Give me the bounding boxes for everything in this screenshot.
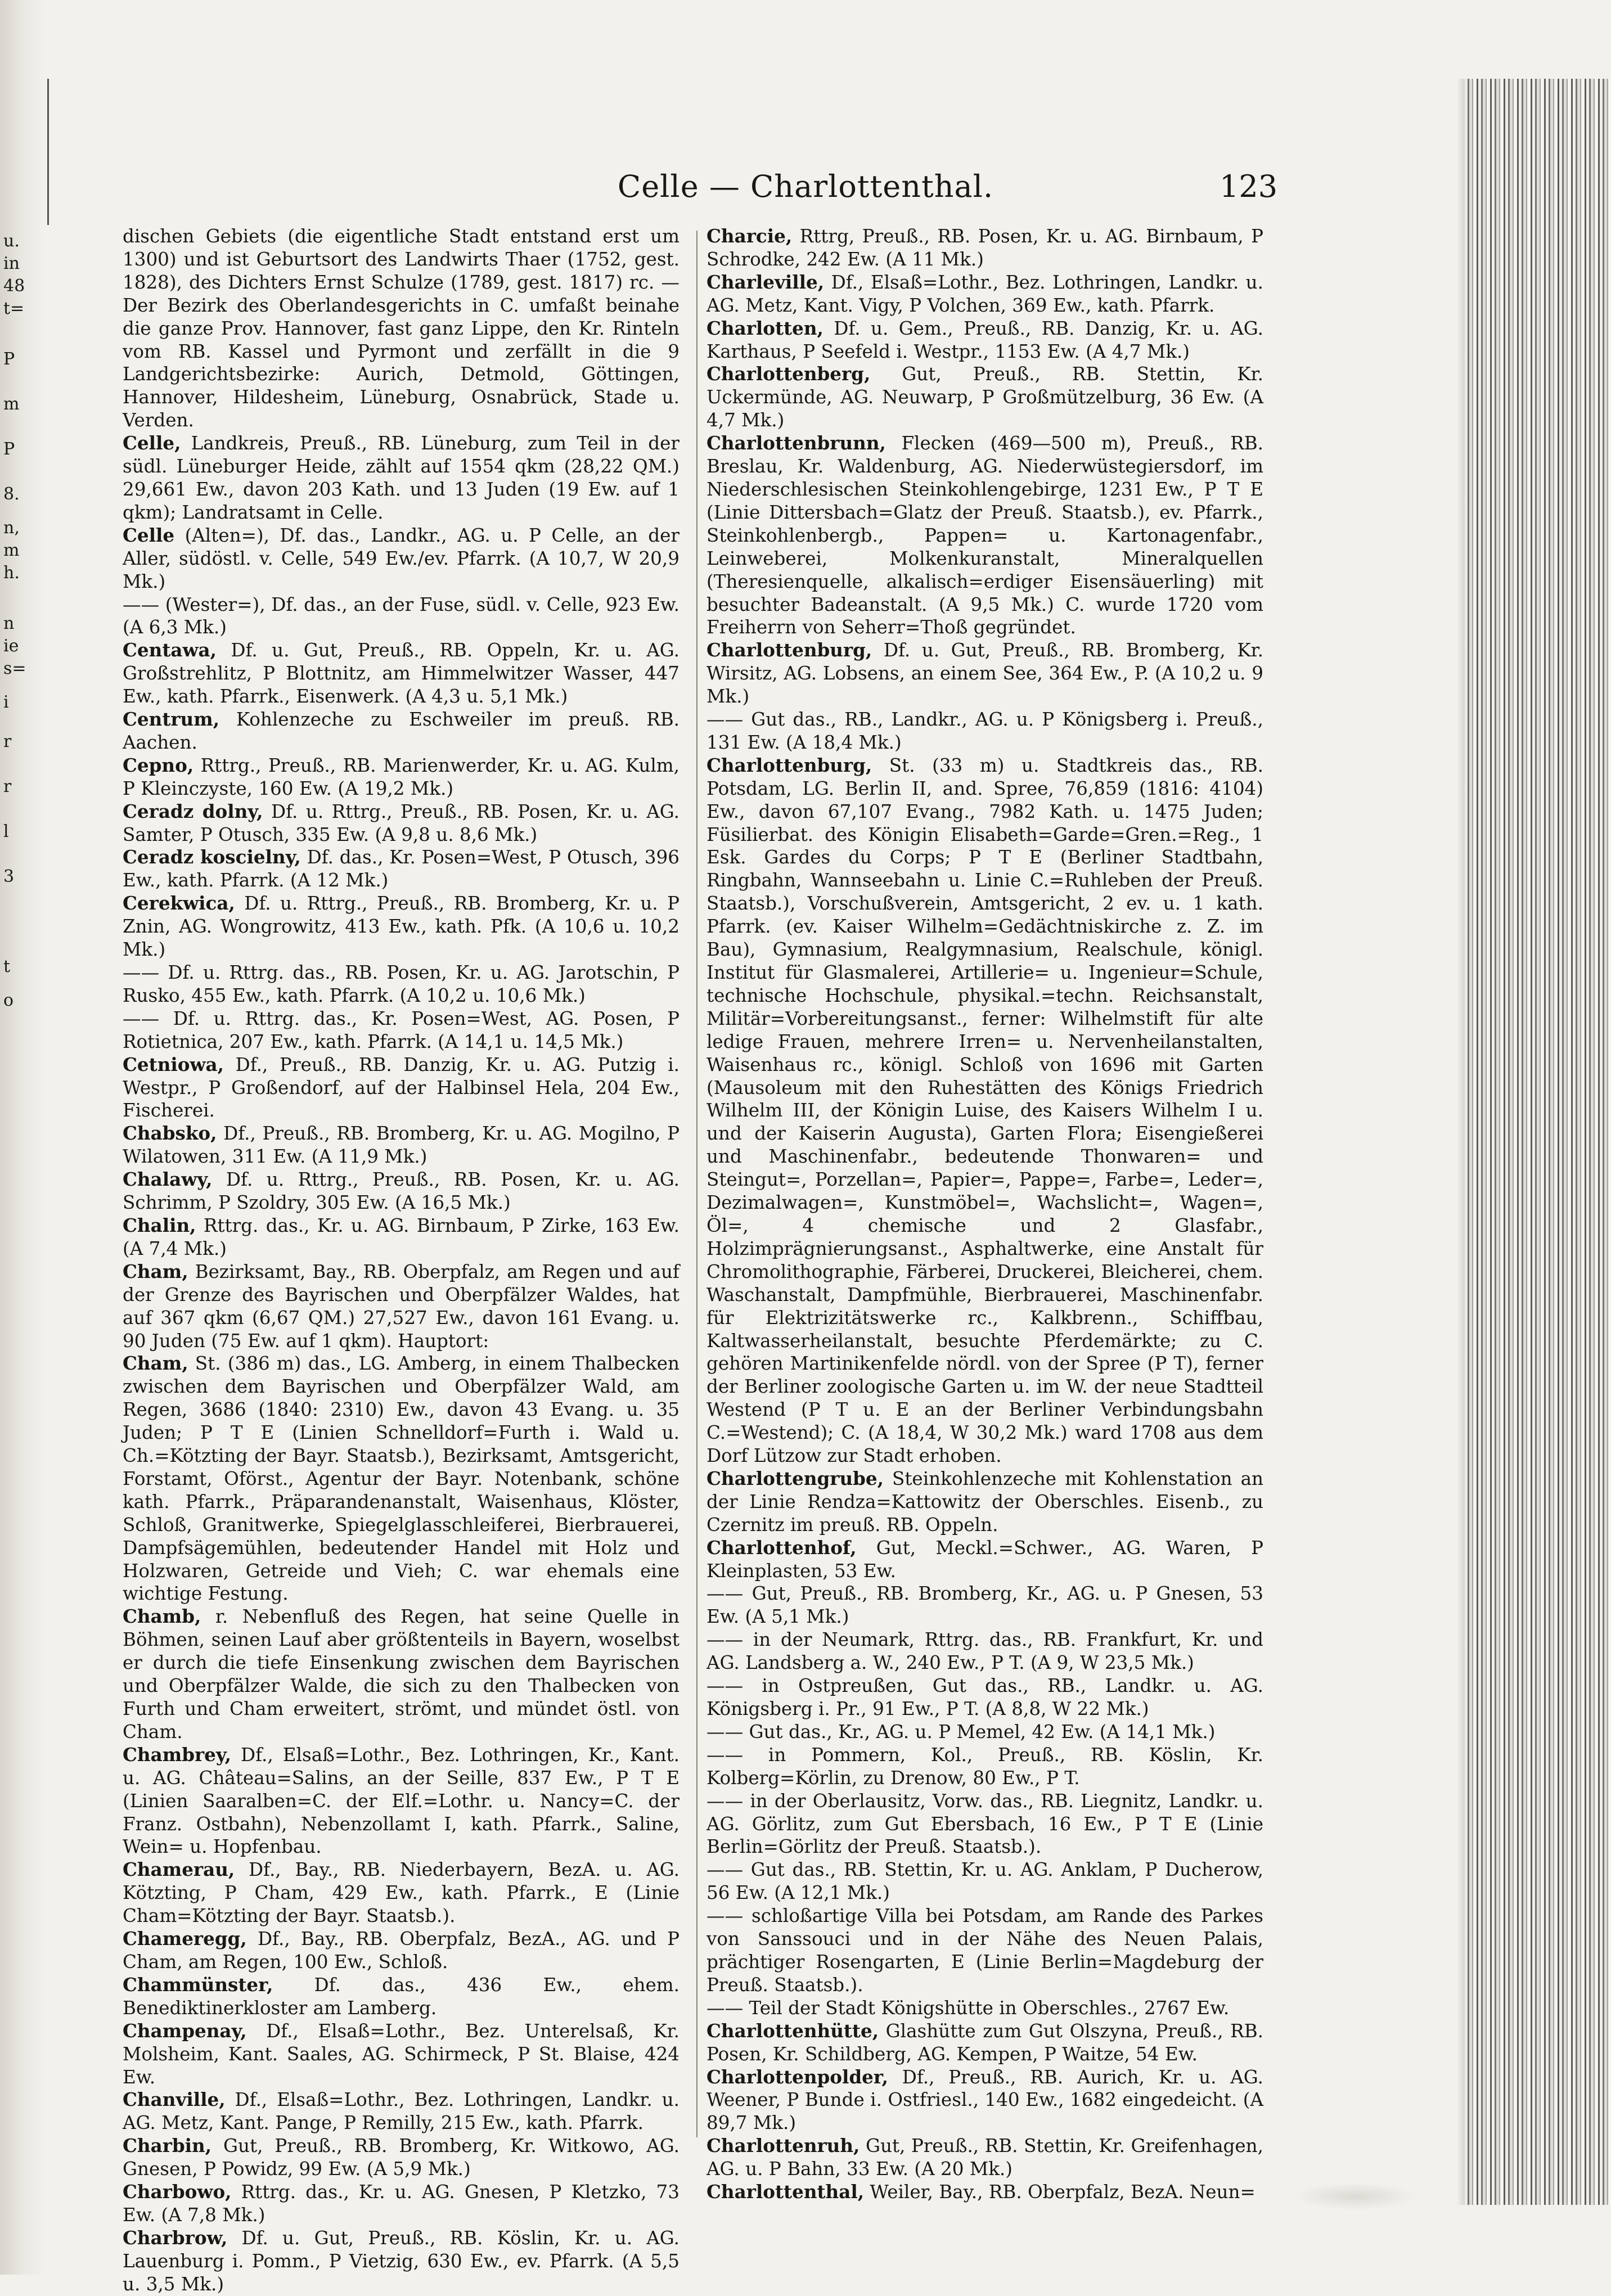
entry-text: Gut, Meckl.=Schwer., AG. Waren, P Kleinplasten, 53 Ew. <box>706 1537 1263 1582</box>
entry-headword: Charlottenberg, <box>706 363 871 385</box>
entry-text: Gut, Preuß., RB. Stettin, Kr. Uckermünde, AG. Neuwarp, P Großmützelburg, 36 Ew. (A 4,7 Mk.) <box>706 363 1263 431</box>
margin-fragment: n, <box>3 518 20 538</box>
entry-headword: Centawa, <box>123 639 217 661</box>
dictionary-entry <box>706 639 1263 708</box>
entry-text: dischen Gebiets (die eigentliche Stadt entstand erst um 1300) und ist Geburtsort des Landwirts Thaer (1752, gest. 1828), des Dichters Ernst Schulze (1789, gest. 1817) rc. — Der Bezirk des Oberlandesgerichts in C. umfaßt beinahe die ganze Prov. Hannover, fast ganz Lippe, den Kr. Rinteln vom RB. Kassel und Pyrmont und zerfällt in die 9 Landgerichtsbezirke: Aurich, Detmold, Göttingen, Hannover, Hildesheim, Lüneburg, Osnabrück, Stade u. Verden. <box>123 226 680 431</box>
dictionary-entry <box>123 2227 680 2296</box>
book-fore-edge <box>1465 79 1611 2205</box>
entry-headword: Chambrey, <box>123 1743 232 1766</box>
entry-headword: Cepno, <box>123 754 194 776</box>
margin-fragment: in <box>3 254 20 273</box>
margin-fragment: u. <box>3 231 20 251</box>
dictionary-entry <box>123 1260 680 1353</box>
entry-headword: Charlottengrube, <box>706 1467 884 1489</box>
entry-text: —— in Pommern, Kol., Preuß., RB. Köslin, Kr. Kolberg=Körlin, zu Drenow, 80 Ew., P T. <box>706 1744 1263 1789</box>
entry-text: Gut, Preuß., RB. Bromberg, Kr. Witkowo, AG. Gnesen, P Powidz, 99 Ew. (A 5,9 Mk.) <box>123 2135 680 2180</box>
entry-text: —— Teil der Stadt Königshütte in Oberschles., 2767 Ew. <box>706 1997 1230 2019</box>
dictionary-entry <box>706 225 1263 271</box>
entry-headword: Chameregg, <box>123 1928 247 1950</box>
entry-headword: Centrum, <box>123 708 220 731</box>
entry-headword: Charbrow, <box>123 2226 228 2249</box>
dictionary-entry <box>706 1674 1263 1721</box>
entry-headword: Chalin, <box>123 1214 196 1236</box>
dictionary-entry <box>706 2135 1263 2181</box>
entry-text: Df. u. Gut, Preuß., RB. Köslin, Kr. u. AG. Lauenburg i. Pomm., P Vietzig, 630 Ew., ev. Pfarrk. (A 5,5 u. 3,5 Mk.) <box>123 2227 680 2295</box>
dictionary-entry <box>706 1721 1263 1744</box>
entry-headword: Charlottenpolder, <box>706 2065 889 2088</box>
entry-text: Df. u. Gut, Preuß., RB. Bromberg, Kr. Wirsitz, AG. Lobsens, an einem See, 364 Ew., P. (A 10,2 u. 9 Mk.) <box>706 640 1263 708</box>
entry-text: Gut, Preuß., RB. Stettin, Kr. Greifenhagen, AG. u. P Bahn, 33 Ew. (A 20 Mk.) <box>706 2135 1263 2180</box>
entry-text: Rttrg. das., Kr. u. AG. Birnbaum, P Zirke, 163 Ew. (A 7,4 Mk.) <box>123 1214 680 1259</box>
entry-headword: Chalawy, <box>123 1168 213 1191</box>
dictionary-entry <box>706 1537 1263 1583</box>
entry-text: Flecken (469—500 m), Preuß., RB. Breslau, Kr. Waldenburg, AG. Niederwüstegiersdorf, im Niederschlesischen Steinkohlengebirge, 1231 Ew., P T E (Linie Dittersbach=Glatz der Preuß. Staatsb.), ev. Pfarrk., Steinkohlenbergb., Pappen= u. Kartonagenfabr., Leinweberei, Molkenkuranstalt, Mineralquellen (Theresienquelle, alkalisch=erdiger Eisensäuerling) mit besuchter Badeanstalt. (A 9,5 Mk.) C. wurde 1720 vom Freiherrn von Seherr=Thoß gegründet. <box>706 433 1263 638</box>
entry-text: Rttrg., Preuß., RB. Marienwerder, Kr. u. AG. Kulm, P Kleinczyste, 160 Ew. (A 19,2 Mk.) <box>123 754 680 799</box>
dictionary-entry <box>123 432 680 524</box>
dictionary-entry <box>123 846 680 892</box>
margin-fragment: o <box>3 991 14 1010</box>
column-divider <box>696 231 698 2137</box>
entry-text: —— schloßartige Villa bei Potsdam, am Rande des Parkes von Sanssouci und in der Nähe des Neuen Palais, prächtiger Rosengarten, E (Linie Berlin=Magdeburg der Preuß. Staatsb.). <box>706 1905 1263 1996</box>
entry-headword: Charlottenburg, <box>706 639 872 661</box>
dictionary-entry <box>706 2181 1263 2204</box>
dictionary-entry <box>123 1054 680 1123</box>
entry-headword: Cerekwica, <box>123 892 235 915</box>
margin-fragment: n <box>3 614 15 633</box>
page-number: 123 <box>1220 169 1278 204</box>
entry-text: —— (Wester=), Df. das., an der Fuse, südl. v. Celle, 923 Ew. (A 6,3 Mk.) <box>123 593 680 638</box>
entry-headword: Charbowo, <box>123 2181 232 2203</box>
dictionary-entry <box>123 754 680 800</box>
entry-headword: Cetniowa, <box>123 1053 224 1075</box>
dictionary-entry <box>123 1858 680 1928</box>
entry-text: Df., Preuß., RB. Bromberg, Kr. u. AG. Mogilno, P Wilatowen, 311 Ew. (A 11,9 Mk.) <box>123 1123 680 1168</box>
entry-text: Df. u. Rttrg., Preuß., RB. Posen, Kr. u. AG. Schrimm, P Szoldry, 305 Ew. (A 16,5 Mk.) <box>123 1169 680 1214</box>
margin-fragment: 48 <box>3 276 25 296</box>
entry-headword: Charlottenburg, <box>706 754 872 776</box>
entry-text: Df., Elsaß=Lothr., Bez. Lothringen, Kr., Kant. u. AG. Château=Salins, an der Seille, 837 Ew., P T E (Linien Saaralben=C. der Elf.=Lothr. u. Nancy=C. der Franz. Ostbahn), Nebenzollamt I, kath. Pfarrk., Saline, Wein= u. Hopfenbau. <box>123 1744 680 1858</box>
dictionary-entry <box>706 1905 1263 1997</box>
right-column <box>706 225 1263 2203</box>
entry-text: —— Df. u. Rttrg. das., Kr. Posen=West, AG. Posen, P Rotietnica, 207 Ew., kath. Pfarrk. (A 14,1 u. 14,5 Mk.) <box>123 1007 680 1052</box>
entry-text: Rttrg, Preuß., RB. Posen, Kr. u. AG. Birnbaum, P Schrodke, 242 Ew. (A 11 Mk.) <box>706 226 1263 270</box>
entry-text: Df., Elsaß=Lothr., Bez. Unterelsaß, Kr. Molsheim, Kant. Saales, AG. Schirmeck, P St. Blaise, 424 Ew. <box>123 2020 680 2088</box>
entry-text: Weiler, Bay., RB. Oberpfalz, BezA. Neun= <box>864 2181 1256 2203</box>
entry-text: r. Nebenfluß des Regen, hat seine Quelle in Böhmen, seinen Lauf aber größtenteils in Bayern, woselbst er durch die tiefe Einsenkung zwischen dem Bayrischen und Oberpfälzer Walde, die sich zu den Thalbecken von Furth und Cham erweitert, strömt, und mündet östl. von Cham. <box>123 1606 680 1743</box>
dictionary-entry <box>706 1997 1263 2020</box>
entry-text: —— Gut das., Kr., AG. u. P Memel, 42 Ew. (A 14,1 Mk.) <box>706 1721 1216 1743</box>
entry-headword: Charlotten, <box>706 317 824 339</box>
running-header <box>0 169 1611 208</box>
margin-fragment: i <box>3 692 9 712</box>
entry-text: —— in der Neumark, Rttrg. das., RB. Frankfurt, Kr. und AG. Landsberg a. W., 240 Ew., P T. (A 9, W 23,5 Mk.) <box>706 1629 1263 1674</box>
margin-fragment: r <box>3 777 12 796</box>
entry-headword: Charlottenruh, <box>706 2135 860 2157</box>
dictionary-entry <box>123 1214 680 1260</box>
margin-fragment: r <box>3 732 12 751</box>
header-title: Celle — Charlottenthal. <box>617 169 994 204</box>
dictionary-entry <box>706 1790 1263 1859</box>
entry-text: Df. das., Kr. Posen=West, P Otusch, 396 Ew., kath. Pfarrk. (A 12 Mk.) <box>123 847 680 892</box>
entry-headword: Celle <box>123 524 175 546</box>
entry-text: —— Df. u. Rttrg. das., RB. Posen, Kr. u. AG. Jarotschin, P Rusko, 455 Ew., kath. Pfarrk. (A 10,2 u. 10,6 Mk.) <box>123 962 680 1006</box>
entry-headword: Charbin, <box>123 2135 212 2157</box>
entry-text: Df., Elsaß=Lothr., Bez. Lothringen, Landkr. u. AG. Metz, Kant. Pange, P Remilly, 215 Ew., kath. Pfarrk. <box>123 2089 680 2134</box>
entry-text: —— in der Oberlausitz, Vorw. das., RB. Liegnitz, Landkr. u. AG. Görlitz, zum Gut Ebersbach, 16 Ew., P T E (Linie Berlin=Görlitz der Preuß. Staatsb.). <box>706 1790 1263 1858</box>
margin-fragment: l <box>3 822 9 841</box>
entry-headword: Chanville, <box>123 2088 226 2111</box>
entry-text: —— Gut das., RB. Stettin, Kr. u. AG. Anklam, P Ducherow, 56 Ew. (A 12,1 Mk.) <box>706 1859 1263 1904</box>
dictionary-entry <box>706 754 1263 1467</box>
entry-headword: Ceradz koscielny, <box>123 846 301 868</box>
entry-headword: Celle, <box>123 432 181 454</box>
dictionary-entry <box>123 593 680 640</box>
dictionary-entry <box>706 1858 1263 1905</box>
dictionary-entry <box>123 1352 680 1605</box>
dictionary-entry <box>706 2066 1263 2135</box>
margin-fragment: m <box>3 541 20 560</box>
entry-text: Df. u. Rttrg., Preuß., RB. Bromberg, Kr. u. P Znin, AG. Wongrowitz, 413 Ew., kath. Pfk. (A 10,6 u. 10,2 Mk.) <box>123 893 680 961</box>
dictionary-entry <box>706 2020 1263 2066</box>
margin-fragment: t= <box>3 299 25 318</box>
margin-fragment: 3 <box>3 867 15 886</box>
margin-fragment: 8. <box>3 484 20 504</box>
dictionary-entry <box>123 1605 680 1743</box>
left-column <box>123 225 680 2295</box>
entry-headword: Charleville, <box>706 271 825 293</box>
dictionary-entry <box>706 1582 1263 1628</box>
entry-text: St. (33 m) u. Stadtkreis das., RB. Potsdam, LG. Berlin II, and. Spree, 76,859 (1816: 4104) Ew., davon 67,107 Evang., 7982 Kath. u. 1475 Juden; Füsilierbat. des Königin Elisabeth=Garde=Gren.=Reg., 1 Esk. Gardes du Corps; P T E (Berliner Stadtbahn, Ringbahn, Wannseebahn u. Linie C.=Ruhleben der Preuß. Staatsb.), Vorschußverein, Amtsgericht, 2 ev. u. 1 kath. Pfarrk. (ev. Kaiser Wilhelm=Gedächtniskirche z. Z. im Bau), Gymnasium, Realgymnasium, Realschule, königl. Institut für Glasmalerei, Artillerie= u. Ingenieur=Schule, technische Hochschule, physikal.=techn. Reichsanstalt, Militär=Vorbereitungsanst., ferner: Wilhelmstift für alte ledige Frauen, mehrere Irren= u. Nervenheilanstalten, Waisenhaus rc., königl. Schloß von 1696 mit Garten (Mausoleum mit den Ruhestätten des Königs Friedrich Wilhelm III, der Königin Luise, des Kaisers Wilhelm I u. und der Kaiserin Augusta), Garten Flora; Eisengießerei und Maschinenfabr., bedeutende Thonwaren= und Steingut=, Porzellan=, Papier=, Pappe=, Farbe=, Leder=, Dezimalwagen=, Kunstmöbel=, Wachslicht=, Wagen=, Öl=, 4 chemische und 2 Glasfabr., Holzimprägnierungsanst., Asphaltwerke, eine Anstalt für Chromolithographie, Färberei, Druckerei, Bleicherei, chem. Waschanstalt, Dampfmühle, Bierbrauerei, Maschinenfabr. für Elektrizitätswerke rc., Kalkbrenn., Schiffbau, Kaltwasserheilanstalt, besuchte Pferdemärkte; zu C. gehören Martinikenfelde nördl. von der Spree (P T), ferner der Berliner zoologische Garten u. im W. der neue Stadtteil Westend (P T u. E an der Berliner Verbindungsbahn C.=Westend); C. (A 18,4, W 30,2 Mk.) ward 1708 aus dem Dorf Lützow zur Stadt erhoben. <box>706 754 1263 1467</box>
entry-text: Bezirksamt, Bay., RB. Oberpfalz, am Regen und auf der Grenze des Bayrischen und Oberpfälzer Waldes, hat auf 367 qkm (6,67 QM.) 27,527 Ew., davon 161 Evang. u. 90 Juden (75 Ew. auf 1 qkm). Hauptort: <box>123 1260 680 1352</box>
paper-smudge <box>1294 2182 1418 2211</box>
entry-headword: Charlottenthal, <box>706 2181 865 2203</box>
dictionary-entry <box>123 524 680 593</box>
entry-headword: Cham, <box>123 1352 188 1375</box>
entry-text: Df., Bay., RB. Oberpfalz, BezA., AG. und P Cham, am Regen, 100 Ew., Schloß. <box>123 1928 680 1973</box>
margin-fragment: t <box>3 957 11 976</box>
entry-text: (Alten=), Df. das., Landkr., AG. u. P Celle, an der Aller, südöstl. v. Celle, 549 Ew./ev. Pfarrk. (A 10,7, W 20,9 Mk.) <box>123 524 680 592</box>
entry-text: St. (386 m) das., LG. Amberg, in einem Thalbecken zwischen dem Bayrischen und Oberpfälzer Wald, am Regen, 3686 (1840: 2310) Ew., davon 43 Evang. u. 35 Juden; P T E (Linien Schnelldorf=Furth i. Wald u. Ch.=Kötzting der Bayr. Staatsb.), Bezirksamt, Amtsgericht, Forstamt, Oförst., Agentur der Bayr. Notenbank, schöne kath. Pfarrk., Präparandenanstalt, Waisenhaus, Klöster, Schloß, Granitwerke, Spiegelglasschleiferei, Bierbrauerei, Dampfsägemühlen, bedeutender Handel mit Holz und Holzwaren, Getreide und Vieh; C. war ehemals eine wichtige Festung. <box>123 1353 680 1605</box>
margin-fragment: m <box>3 394 20 414</box>
dictionary-entry <box>123 1168 680 1214</box>
dictionary-entry <box>123 1122 680 1168</box>
entry-headword: Ceradz dolny, <box>123 800 263 822</box>
entry-headword: Chammünster, <box>123 1973 273 1996</box>
entry-headword: Charlottenbrunn, <box>706 432 886 454</box>
entry-text: Df. u. Gem., Preuß., RB. Danzig, Kr. u. AG. Karthaus, P Seefeld i. Westpr., 1153 Ew. (A 4,7 Mk.) <box>706 317 1263 362</box>
dictionary-entry <box>123 2088 680 2135</box>
dictionary-entry <box>123 225 680 432</box>
entry-text: —— in Ostpreußen, Gut das., RB., Landkr. u. AG. Königsberg i. Pr., 91 Ew., P T. (A 8,8, W 22 Mk.) <box>706 1675 1263 1719</box>
entry-headword: Chamerau, <box>123 1858 235 1881</box>
dictionary-entry <box>123 1007 680 1054</box>
margin-fragment: s= <box>3 659 26 678</box>
dictionary-entry <box>123 961 680 1007</box>
entry-text: Df. das., 436 Ew., ehem. Benediktinerkloster am Lamberg. <box>123 1974 680 2019</box>
dictionary-entry <box>706 317 1263 363</box>
entry-headword: Chamb, <box>123 1605 201 1628</box>
entry-text: Df., Preuß., RB. Danzig, Kr. u. AG. Putzig i. Westpr., P Großendorf, auf der Halbinsel Hela, 204 Ew., Fischerei. <box>123 1054 680 1122</box>
dictionary-entry <box>123 2135 680 2181</box>
dictionary-entry <box>706 1744 1263 1790</box>
margin-fragment: P <box>3 349 15 369</box>
entry-text: Glashütte zum Gut Olszyna, Preuß., RB. Posen, Kr. Schildberg, AG. Kempen, P Waitze, 54 Ew. <box>706 2020 1263 2065</box>
dictionary-entry <box>123 639 680 708</box>
entry-headword: Cham, <box>123 1260 188 1282</box>
entry-headword: Charlottenhof, <box>706 1536 857 1559</box>
dictionary-entry <box>706 708 1263 754</box>
entry-text: Df., Bay., RB. Niederbayern, BezA. u. AG. Kötzting, P Cham, 429 Ew., kath. Pfarrk., E (Linie Cham=Kötzting der Bayr. Staatsb.). <box>123 1859 680 1927</box>
entry-text: Df. u. Rttrg., Preuß., RB. Posen, Kr. u. AG. Samter, P Otusch, 335 Ew. (A 9,8 u. 8,6 Mk.) <box>123 800 680 845</box>
dictionary-entry <box>706 363 1263 432</box>
entry-text: Rttrg. das., Kr. u. AG. Gnesen, P Kletzko, 73 Ew. (A 7,8 Mk.) <box>123 2181 680 2226</box>
dictionary-entry <box>123 1974 680 2020</box>
dictionary-entry <box>706 432 1263 639</box>
dictionary-entry <box>123 1928 680 1974</box>
dictionary-entry <box>123 708 680 754</box>
previous-page-edge <box>0 0 44 2275</box>
margin-fragment: P <box>3 439 15 459</box>
dictionary-entry <box>706 271 1263 317</box>
entry-text: Df. u. Gut, Preuß., RB. Oppeln, Kr. u. AG. Großstrehlitz, P Blottnitz, am Himmelwitzer Wasser, 447 Ew., kath. Pfarrk., Eisenwerk. (A 4,3 u. 5,1 Mk.) <box>123 640 680 708</box>
entry-text: —— Gut, Preuß., RB. Bromberg, Kr., AG. u. P Gnesen, 53 Ew. (A 5,1 Mk.) <box>706 1583 1263 1628</box>
dictionary-entry <box>123 2181 680 2227</box>
entry-text: Kohlenzeche zu Eschweiler im preuß. RB. Aachen. <box>123 709 680 753</box>
margin-fragment: h. <box>3 563 20 583</box>
dictionary-entry <box>123 892 680 961</box>
dictionary-entry <box>123 2020 680 2089</box>
entry-text: Landkreis, Preuß., RB. Lüneburg, zum Teil in der südl. Lüneburger Heide, zählt auf 1554 qkm (28,22 QM.) 29,661 Ew., davon 203 Kath. und 13 Juden (19 Ew. auf 1 qkm); Landratsamt in Celle. <box>123 433 680 523</box>
dictionary-entry <box>706 1628 1263 1674</box>
dictionary-entry <box>123 800 680 847</box>
entry-text: —— Gut das., RB., Landkr., AG. u. P Königsberg i. Preuß., 131 Ew. (A 18,4 Mk.) <box>706 709 1263 753</box>
margin-fragment: ie <box>3 636 19 656</box>
entry-headword: Chabsko, <box>123 1122 217 1145</box>
entry-text: Df., Elsaß=Lothr., Bez. Lothringen, Landkr. u. AG. Metz, Kant. Vigy, P Volchen, 369 Ew., kath. Pfarrk. <box>706 271 1263 316</box>
dictionary-entry <box>706 1467 1263 1537</box>
entry-headword: Charlottenhütte, <box>706 2019 879 2042</box>
entry-text: Steinkohlenzeche mit Kohlenstation an der Linie Rendza=Kattowitz der Oberschles. Eisenb., zu Czernitz im preuß. RB. Oppeln. <box>706 1467 1263 1536</box>
entry-text: Df., Preuß., RB. Aurich, Kr. u. AG. Weener, P Bunde i. Ostfriesl., 140 Ew., 1682 eingedeicht. (A 89,7 Mk.) <box>706 2066 1263 2134</box>
dictionary-entry <box>123 1744 680 1859</box>
entry-headword: Champenay, <box>123 2019 247 2042</box>
entry-headword: Charcie, <box>706 225 793 247</box>
